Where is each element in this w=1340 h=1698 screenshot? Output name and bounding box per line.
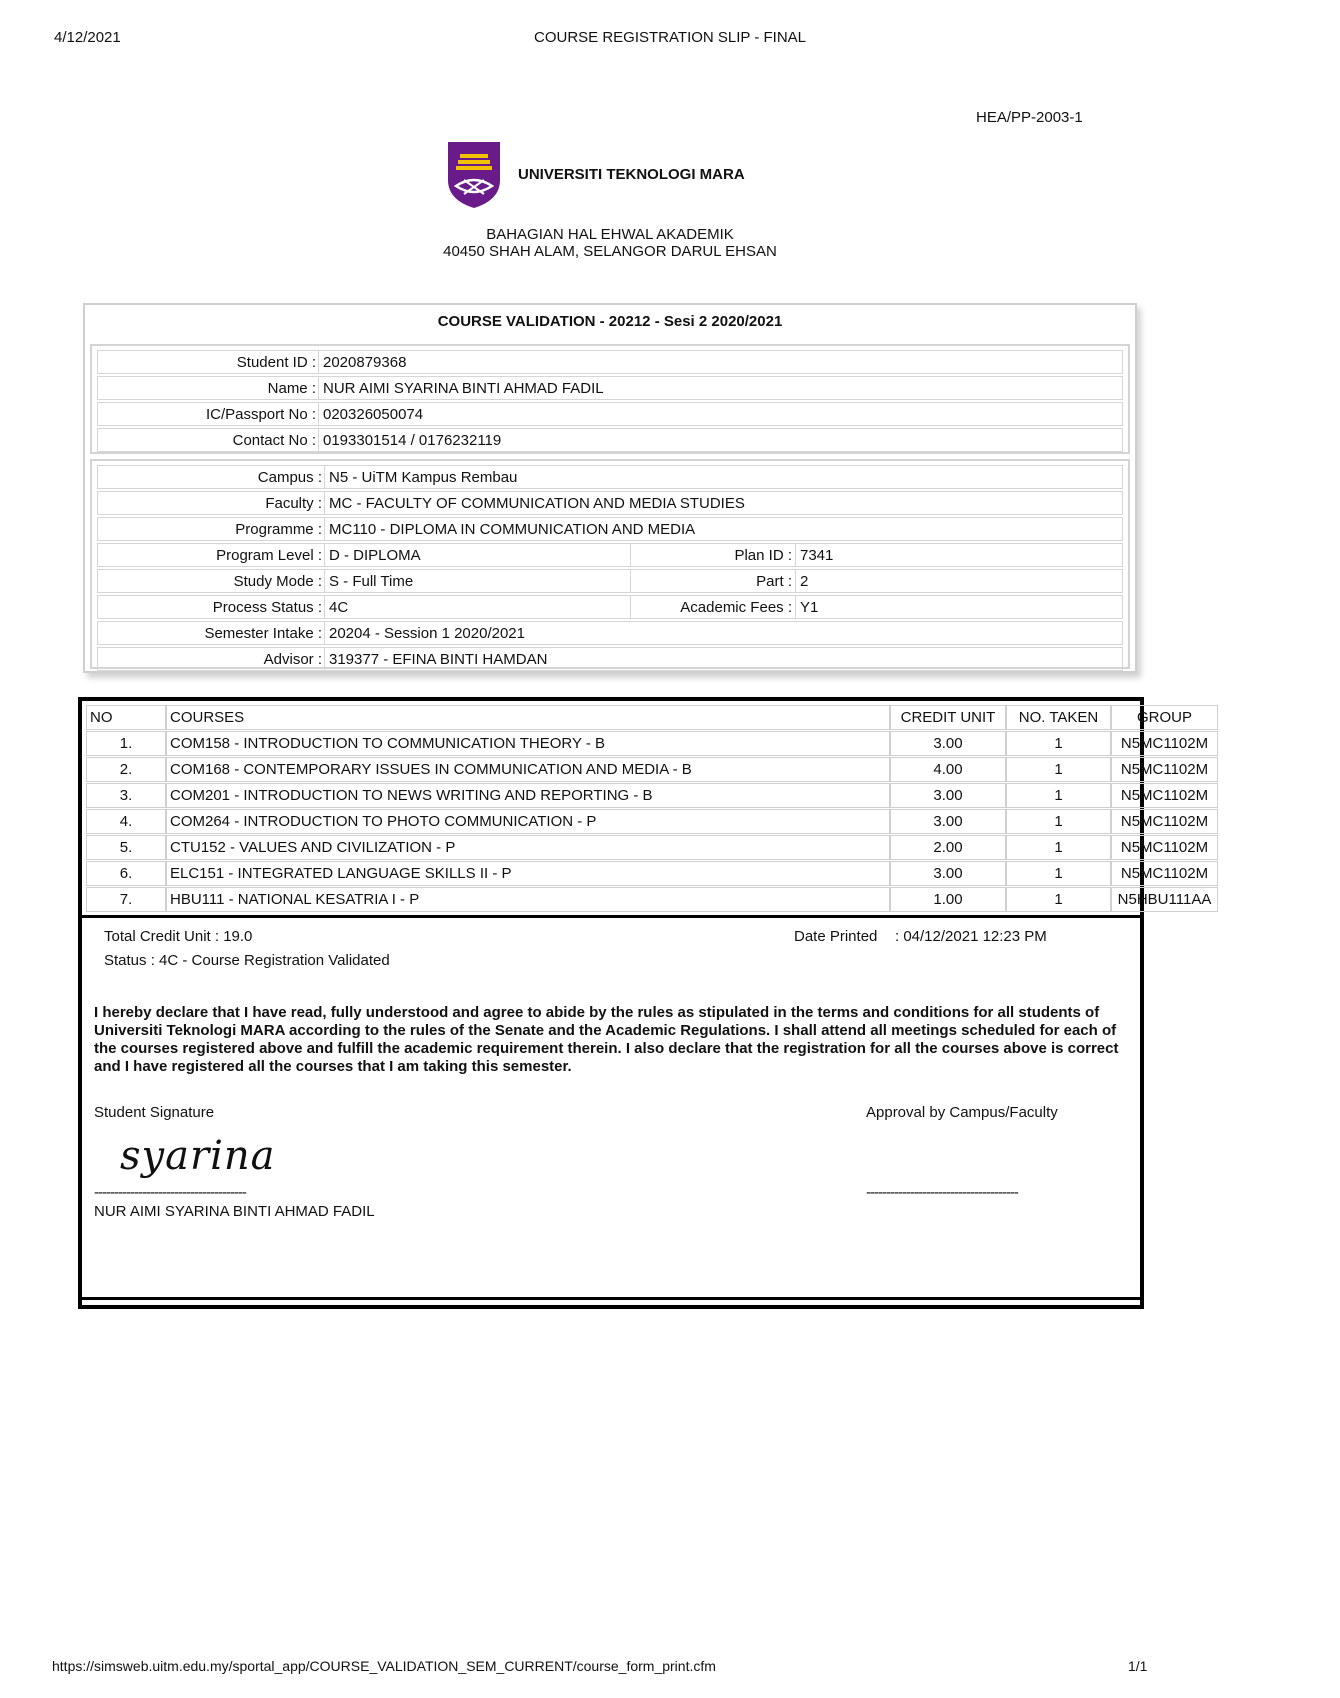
table-row [86, 887, 1212, 913]
student-panel [90, 344, 1130, 454]
label-status: Process Status : [212, 599, 322, 616]
cell-credit: 3.00 [890, 783, 1006, 808]
declaration-text: I hereby declare that I have read, fully understood and agree to abide by the rules as stipulated in the terms and conditions for all students of Universiti Teknologi MARA according to the rules of the Senate and the Academic Regulations. I shall attend all meetings scheduled for each of the courses registered above and fulfill the academic requirement therein. I also declare that the registration for all the courses above is correct and I have registered all the courses that I am taking this semester. [94, 1004, 1119, 1075]
cell-no: 2. [86, 757, 166, 782]
department: BAHAGIAN HAL EHWAL AKADEMIK [486, 226, 734, 243]
registration-status: Status : 4C - Course Registration Validated [104, 952, 390, 969]
cell-taken: 1 [1006, 757, 1111, 782]
advisor: 319377 - EFINA BINTI HAMDAN [329, 651, 548, 668]
table-row [86, 861, 1209, 887]
cell-group: N5MC1102M [1111, 757, 1218, 782]
cell-no: 4. [86, 809, 166, 834]
header-group: GROUP [1111, 705, 1218, 730]
cell-taken: 1 [1006, 731, 1111, 756]
cell-group: N5MC1102M [1111, 835, 1218, 860]
row-intake [97, 621, 1123, 645]
row-mode-part [97, 569, 1123, 593]
row-advisor [97, 647, 1123, 671]
process-status: 4C [329, 599, 349, 616]
faculty: MC - FACULTY OF COMMUNICATION AND MEDIA STUDIES [329, 495, 745, 512]
approval-label: Approval by Campus/Faculty [866, 1104, 1058, 1121]
row-programme [97, 517, 1123, 541]
cell-no: 7. [86, 887, 166, 912]
validation-title: COURSE VALIDATION - 20212 - Sesi 2 2020/2021 [437, 313, 783, 330]
cell-taken: 1 [1006, 809, 1111, 834]
footer-page: 1/1 [1128, 1658, 1148, 1674]
ic-number: 020326050074 [323, 406, 424, 423]
cell-credit: 2.00 [890, 835, 1006, 860]
table-bottom-rule [82, 915, 1140, 918]
footer-url: https://simsweb.uitm.edu.my/sportal_app/COURSE_VALIDATION_SEM_CURRENT/course_form_print.cfm [52, 1658, 716, 1674]
label-contact: Contact No : [232, 432, 316, 449]
label-programme: Programme : [235, 521, 322, 538]
cell-course: COM264 - INTRODUCTION TO PHOTO COMMUNICATION - P [166, 809, 890, 834]
row-name [97, 376, 1123, 400]
form-code: HEA/PP-2003-1 [976, 109, 1083, 126]
plan-id: 7341 [800, 547, 834, 564]
label-advisor: Advisor : [263, 651, 322, 668]
row-student-id [97, 350, 1123, 374]
header-taken: NO. TAKEN [1006, 705, 1111, 730]
university-name: UNIVERSITI TEKNOLOGI MARA [518, 166, 745, 183]
total-credit: Total Credit Unit : 19.0 [104, 928, 253, 945]
uitm-logo [446, 140, 502, 210]
cell-no: 6. [86, 861, 166, 886]
date-printed: : 04/12/2021 12:23 PM [895, 928, 1047, 945]
label-campus: Campus : [257, 469, 322, 486]
row-level-plan [97, 543, 1123, 567]
cell-credit: 3.00 [890, 731, 1006, 756]
label-fees: Academic Fees : [680, 599, 792, 616]
cell-taken: 1 [1006, 835, 1111, 860]
row-ic [97, 402, 1123, 426]
label-student-id: Student ID : [236, 354, 316, 371]
table-row [86, 809, 1209, 835]
student-id: 2020879368 [323, 354, 407, 371]
student-signature-name: NUR AIMI SYARINA BINTI AHMAD FADIL [94, 1203, 375, 1220]
course-registration-box [78, 697, 1212, 1309]
row-campus [97, 465, 1123, 489]
programme: MC110 - DIPLOMA IN COMMUNICATION AND MEDIA [329, 521, 696, 538]
label-mode: Study Mode : [233, 573, 322, 590]
table-row [86, 835, 1209, 861]
cell-group: N5HBU111AA [1111, 887, 1218, 912]
student-signature-line: -------------------------------------- [94, 1184, 246, 1201]
part: 2 [800, 573, 809, 590]
label-plan: Plan ID : [734, 547, 792, 564]
cell-course: HBU111 - NATIONAL KESATRIA I - P [166, 887, 890, 912]
table-row [86, 731, 1209, 757]
label-faculty: Faculty : [265, 495, 322, 512]
academic-fees: Y1 [800, 599, 819, 616]
row-contact [97, 428, 1123, 452]
student-name: NUR AIMI SYARINA BINTI AHMAD FADIL [323, 380, 604, 397]
semester-intake: 20204 - Session 1 2020/2021 [329, 625, 525, 642]
header-no: NO [86, 705, 166, 730]
label-level: Program Level : [216, 547, 322, 564]
label-ic: IC/Passport No : [205, 406, 316, 423]
cell-taken: 1 [1006, 783, 1111, 808]
cell-no: 3. [86, 783, 166, 808]
course-validation-box [83, 303, 1137, 673]
table-row [86, 757, 1209, 783]
cell-course: CTU152 - VALUES AND CIVILIZATION - P [166, 835, 890, 860]
approval-signature-line: -------------------------------------- [866, 1184, 1018, 1201]
table-header-row [86, 705, 1192, 731]
header-courses: COURSES [166, 705, 890, 730]
label-part: Part : [756, 573, 792, 590]
table-row [86, 783, 1209, 809]
cell-credit: 3.00 [890, 809, 1006, 834]
cell-credit: 1.00 [890, 887, 1006, 912]
cell-group: N5MC1102M [1111, 809, 1218, 834]
cell-no: 1. [86, 731, 166, 756]
cell-credit: 3.00 [890, 861, 1006, 886]
cell-no: 5. [86, 835, 166, 860]
study-mode: S - Full Time [329, 573, 414, 590]
student-signature-label: Student Signature [94, 1104, 215, 1121]
header-credit: CREDIT UNIT [890, 705, 1006, 730]
row-faculty [97, 491, 1123, 515]
cell-taken: 1 [1006, 861, 1111, 886]
programme-panel [90, 459, 1130, 669]
cell-course: COM158 - INTRODUCTION TO COMMUNICATION THEORY - B [166, 731, 890, 756]
cell-group: N5MC1102M [1111, 783, 1218, 808]
cell-taken: 1 [1006, 887, 1111, 912]
date-printed-label: Date Printed [794, 928, 878, 945]
cell-credit: 4.00 [890, 757, 1006, 782]
cell-group: N5MC1102M [1111, 731, 1218, 756]
box-bottom-rule [82, 1297, 1140, 1300]
label-intake: Semester Intake : [204, 625, 322, 642]
row-status-fees [97, 595, 1123, 619]
cell-group: N5MC1102M [1111, 861, 1218, 886]
address: 40450 SHAH ALAM, SELANGOR DARUL EHSAN [443, 243, 777, 260]
campus: N5 - UiTM Kampus Rembau [329, 469, 518, 486]
cell-course: COM168 - CONTEMPORARY ISSUES IN COMMUNICATION AND MEDIA - B [166, 757, 890, 782]
student-signature: syarina [120, 1133, 276, 1179]
cell-course: COM201 - INTRODUCTION TO NEWS WRITING AND REPORTING - B [166, 783, 890, 808]
course-table [86, 705, 1212, 915]
label-name: Name : [267, 380, 316, 397]
cell-course: ELC151 - INTEGRATED LANGUAGE SKILLS II - P [166, 861, 890, 886]
program-level: D - DIPLOMA [329, 547, 421, 564]
contact-number: 0193301514 / 0176232119 [323, 432, 502, 449]
print-date: 4/12/2021 [54, 29, 121, 46]
print-title: COURSE REGISTRATION SLIP - FINAL [534, 29, 806, 46]
